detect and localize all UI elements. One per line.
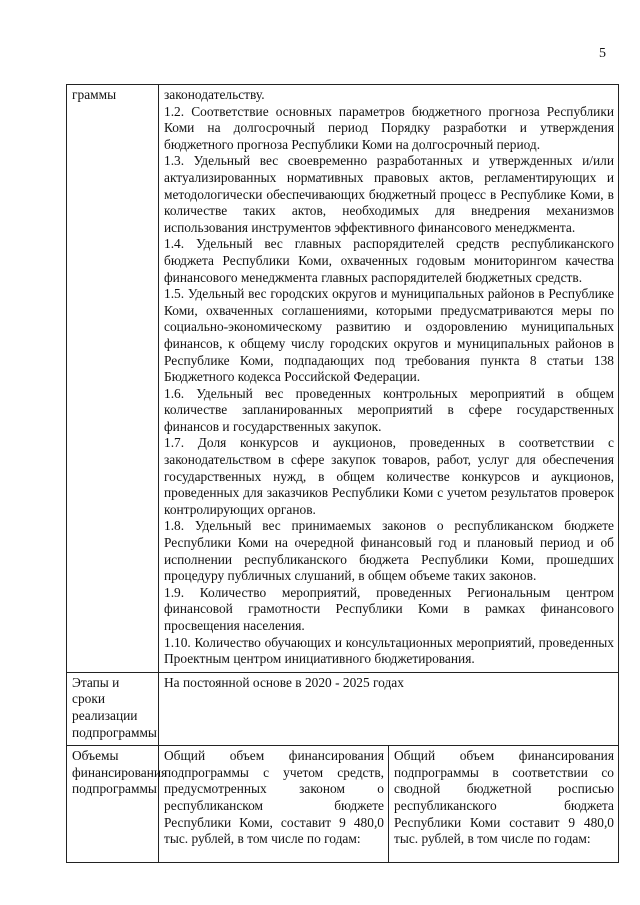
funding-row xyxy=(67,746,619,863)
indicator-paragraph: 1.9. Количество мероприятий, проведенных Региональным центром финансовой грамотности Республики Коми в рамках финансового просвещения населения. xyxy=(164,584,614,633)
stages-content: На постоянной основе в 2020 - 2025 годах xyxy=(159,672,619,745)
row-label-funding: Объемы финансирования подпрограммы xyxy=(67,746,159,863)
indicators-content xyxy=(159,85,619,673)
indicator-paragraph: 1.2. Соответствие основных параметров бюджетного прогноза Республики Коми на долгосрочный период Порядку разработки и утверждения бюджетного прогноза Республики Коми на долгосрочный период. xyxy=(164,103,614,152)
page-number: 5 xyxy=(599,46,606,61)
row-label-stages: Этапы и сроки реализации подпрограммы xyxy=(67,672,159,745)
funding-columns xyxy=(159,746,618,862)
indicator-paragraph: 1.8. Удельный вес принимаемых законов о республиканском бюджете Республики Коми на очередной финансовый год и плановый период и об исполнении республиканского бюджета Республики Коми, прошедших процедуру публичных слушаний, в общем объеме таких законов. xyxy=(164,518,614,584)
subprogram-passport-table xyxy=(66,84,619,863)
stages-row xyxy=(67,672,619,745)
indicator-paragraph: 1.3. Удельный вес своевременно разработанных и утвержденных и/или актуализированных нормативных правовых актов, регламентирующих и методологически обеспечивающих бюджетный процесс в Республике Коми, в количестве таких актов, необходимых для внедрения механизмов использования инструментов эффективного финансового менеджмента. xyxy=(164,153,614,235)
indicator-paragraph: 1.7. Доля конкурсов и аукционов, проведенных в соответствии с законодательством в сфере закупок товаров, работ, услуг для обеспечения государственных нужд, в общем количестве конкурсов и аукционов, проведенных для заказчиков Республики Коми с учетом результатов проверок контролирующих органов. xyxy=(164,435,614,517)
row-label-indicators: граммы xyxy=(67,85,159,673)
indicators-row xyxy=(67,85,619,673)
indicator-paragraph: законодательству. xyxy=(164,87,265,102)
funding-by-budget-list: Общий объем финансирования подпрограммы в соответствии со сводной бюджетной росписью республиканского бюджета Республики Коми составит 9 480,0 тыс. рублей, в том числе по годам: xyxy=(389,746,619,862)
indicator-paragraph: 1.6. Удельный вес проведенных контрольных мероприятий в общем количестве запланированных мероприятий в сфере государственных финансов и государственных закупок. xyxy=(164,385,614,434)
indicator-paragraph: 1.10. Количество обучающих и консультационных мероприятий, проведенных Проектным центром инициативного бюджетирования. xyxy=(164,634,614,667)
funding-by-law: Общий объем финансирования подпрограммы с учетом средств, предусмотренных законом о республиканском бюджете Республики Коми, составит 9 480,0 тыс. рублей, в том числе по годам: xyxy=(164,748,384,847)
indicator-paragraph: 1.5. Удельный вес городских округов и муниципальных районов в Республике Коми, охваченных соглашениями, которыми предусматриваются меры по социально-экономическому развитию и оздоровлению муниципальных финансов, к общему числу городских округов и муниципальных районов в Республике Коми, подпадающих под требования пункта 8 статьи 138 Бюджетного кодекса Российской Федерации. xyxy=(164,286,614,385)
indicator-paragraph: 1.4. Удельный вес главных распорядителей средств республиканского бюджета Республики Коми, охваченных годовым мониторингом качества финансового менеджмента главных распорядителей бюджетных средств. xyxy=(164,236,614,285)
funding-content xyxy=(159,746,619,863)
